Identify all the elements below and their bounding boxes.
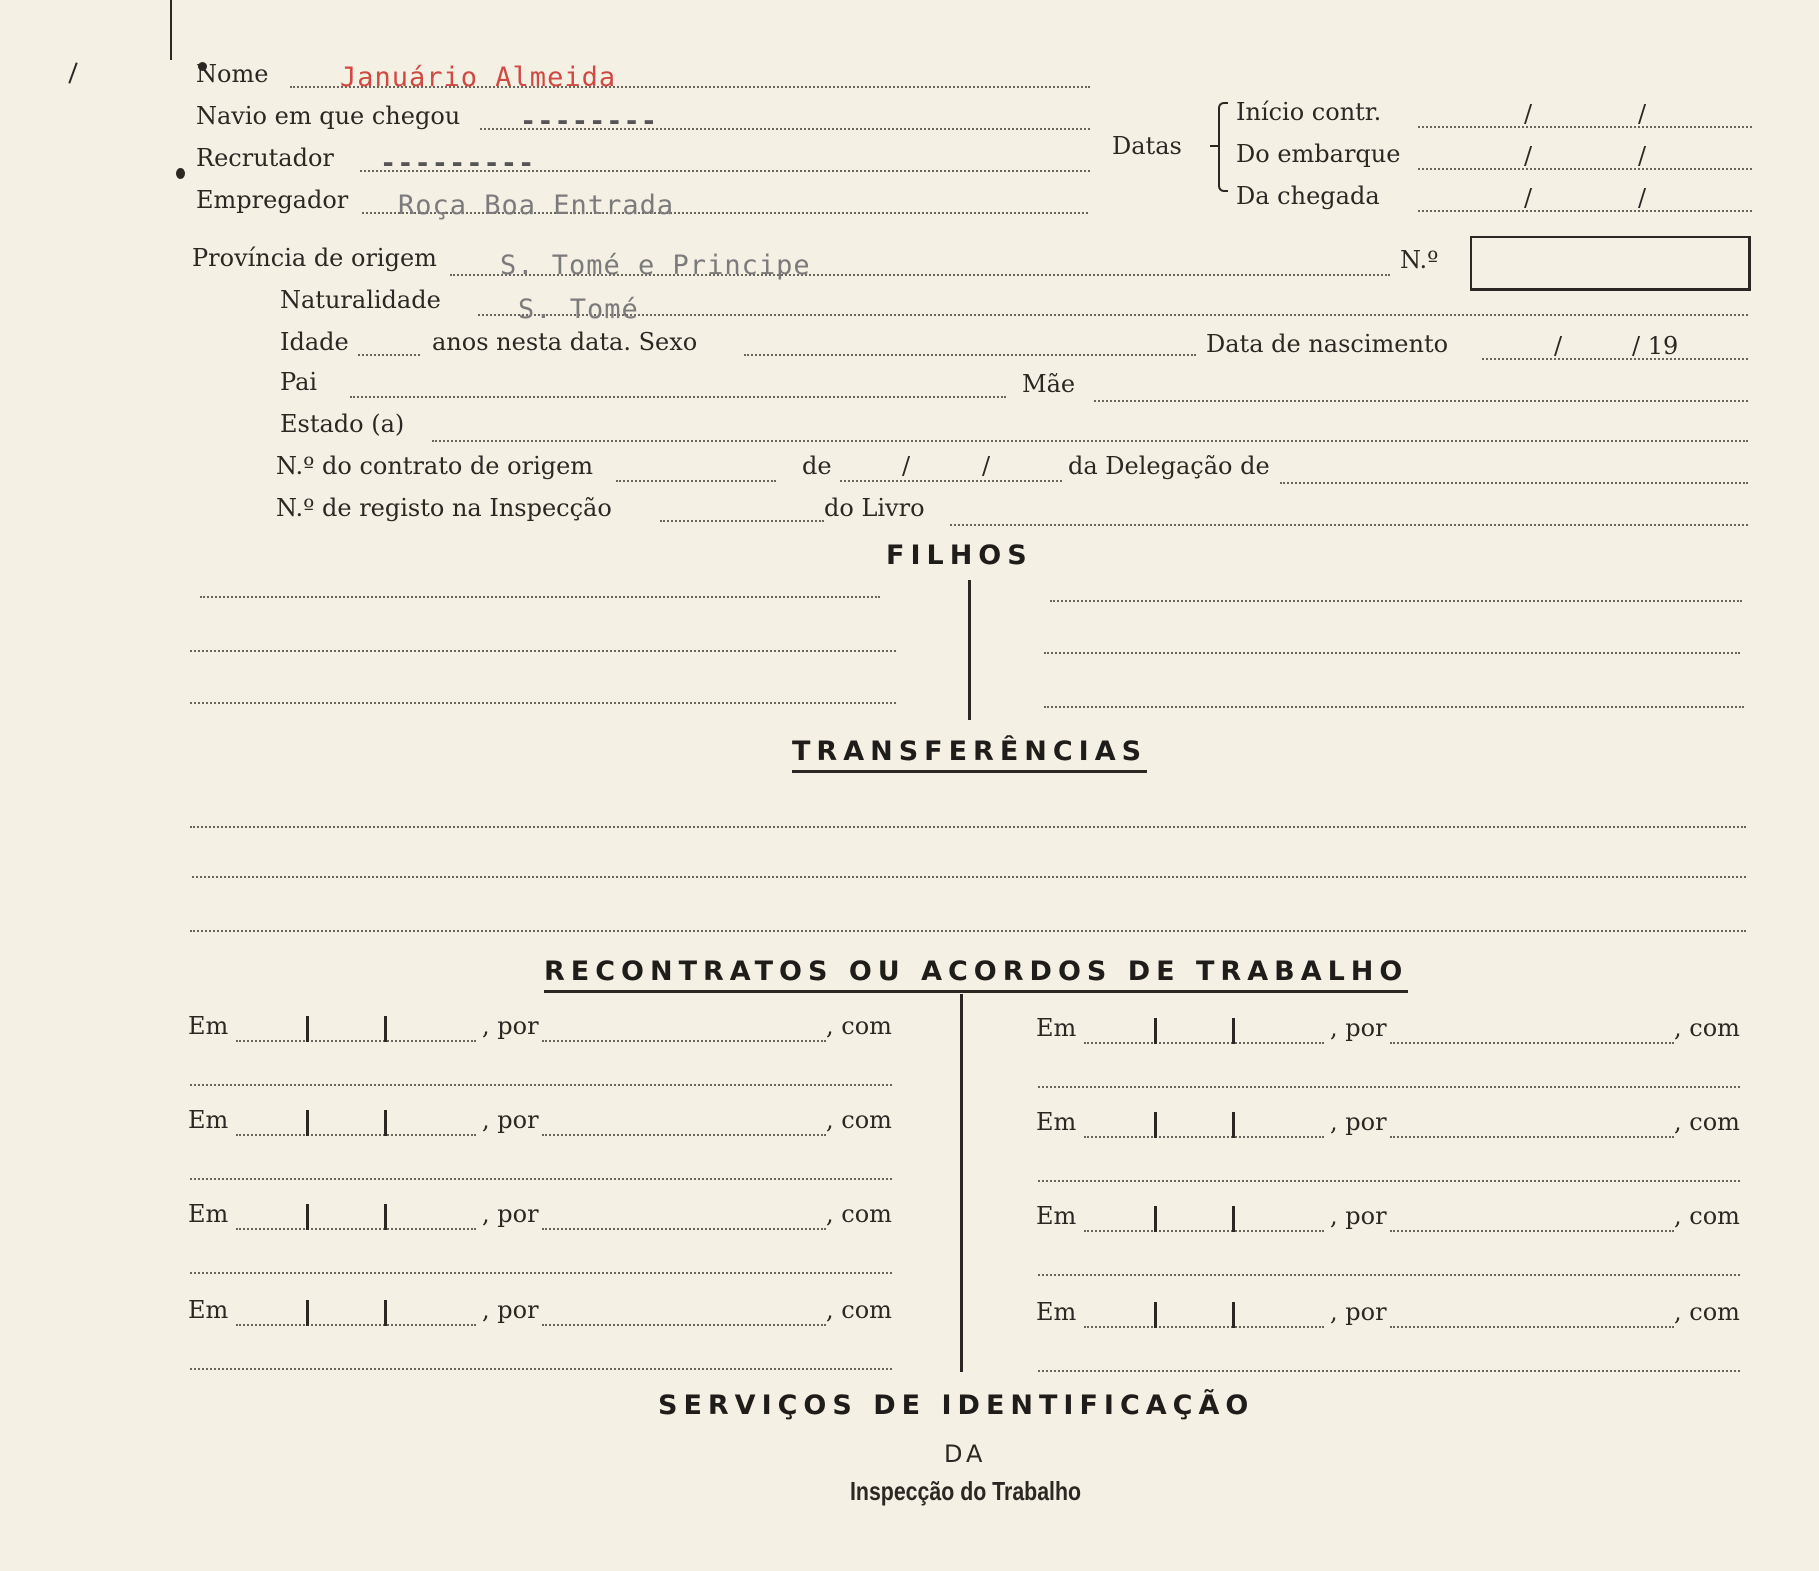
em-date-line [1084, 1230, 1324, 1232]
com-label: , com [1674, 1014, 1740, 1042]
nome-label: Nome [196, 60, 269, 88]
provincia-label: Província de origem [192, 244, 437, 272]
livro-label: do Livro [824, 494, 925, 522]
margin-mark [170, 0, 172, 60]
datas-chegada-line [1418, 210, 1752, 212]
livro-line [950, 524, 1748, 526]
pai-line [350, 396, 1006, 398]
por-label: , por [482, 1200, 539, 1228]
date-separator [306, 1016, 309, 1042]
datas-row-chegada: Da chegada [1236, 182, 1380, 210]
com-continuation-line [1038, 1180, 1740, 1182]
date-separator [384, 1204, 387, 1230]
por-line [542, 1040, 826, 1042]
com-continuation-line [190, 1084, 892, 1086]
filhos-heading: FILHOS [886, 540, 1033, 571]
por-label: , por [1330, 1108, 1387, 1136]
sexo-line [744, 354, 1196, 356]
naturalidade-line [478, 314, 1748, 316]
date-separator [306, 1300, 309, 1326]
com-continuation-line [190, 1178, 892, 1180]
date-separator [1154, 1018, 1157, 1044]
por-label: , por [1330, 1298, 1387, 1326]
datas-row-embarque: Do embarque [1236, 140, 1401, 168]
em-label: Em [1036, 1014, 1077, 1042]
date-separator [1154, 1112, 1157, 1138]
punch-dot [176, 168, 185, 179]
com-continuation-line [1038, 1086, 1740, 1088]
slash: / [902, 452, 911, 480]
contrato-date-line [840, 480, 1062, 482]
delegacao-label: da Delegação de [1068, 452, 1270, 480]
slash: / [1524, 184, 1533, 212]
filhos-line [1044, 706, 1744, 708]
recontratos-divider [960, 994, 963, 1372]
filhos-line [200, 596, 880, 598]
com-label: , com [826, 1012, 892, 1040]
com-label: , com [826, 1296, 892, 1324]
em-date-line [236, 1324, 476, 1326]
footer-title: SERVIÇOS DE IDENTIFICAÇÃO [658, 1390, 1255, 1421]
por-label: , por [482, 1106, 539, 1134]
datas-brace-tick [1210, 145, 1220, 147]
em-label: Em [188, 1106, 229, 1134]
de-label: de [802, 452, 832, 480]
em-date-line [236, 1134, 476, 1136]
date-separator [306, 1204, 309, 1230]
empregador-label: Empregador [196, 186, 349, 214]
date-separator [1232, 1206, 1235, 1232]
por-line [1390, 1230, 1674, 1232]
slash: / [1638, 100, 1647, 128]
date-separator [384, 1110, 387, 1136]
date-separator [306, 1110, 309, 1136]
registo-label: N.º de registo na Inspecção [276, 494, 612, 522]
com-label: , com [1674, 1202, 1740, 1230]
footer-inspeccao: Inspecção do Trabalho [850, 1476, 1082, 1506]
naturalidade-value: S. Tomé [518, 294, 639, 325]
datas-row-inicio: Início contr. [1236, 98, 1382, 126]
por-label: , por [482, 1296, 539, 1324]
provincia-value: S. Tomé e Principe [500, 250, 811, 281]
registo-line [660, 520, 824, 522]
por-line [1390, 1042, 1674, 1044]
contrato-line [616, 480, 776, 482]
anos-sexo-label: anos nesta data. Sexo [432, 328, 698, 356]
transferencias-heading: TRANSFERÊNCIAS [792, 738, 1147, 773]
por-line [542, 1134, 826, 1136]
slash: / [982, 452, 991, 480]
date-separator [1154, 1302, 1157, 1328]
em-date-line [1084, 1042, 1324, 1044]
em-label: Em [188, 1296, 229, 1324]
numero-box [1470, 236, 1751, 291]
idade-line [358, 354, 420, 356]
por-label: , por [482, 1012, 539, 1040]
por-label: , por [1330, 1014, 1387, 1042]
com-continuation-line [1038, 1370, 1740, 1372]
em-date-line [1084, 1326, 1324, 1328]
slash: / [1638, 184, 1647, 212]
em-label: Em [188, 1200, 229, 1228]
em-label: Em [1036, 1108, 1077, 1136]
recrutador-label: Recrutador [196, 144, 334, 172]
slash: / [1638, 142, 1647, 170]
com-continuation-line [190, 1368, 892, 1370]
estado-label: Estado (a) [280, 410, 405, 438]
transferencia-line [190, 930, 1746, 932]
date-separator [1232, 1302, 1235, 1328]
margin-mark [68, 62, 77, 83]
estado-line [432, 440, 1748, 442]
date-separator [384, 1300, 387, 1326]
por-line [1390, 1136, 1674, 1138]
com-label: , com [1674, 1298, 1740, 1326]
nascimento-line [1482, 358, 1748, 360]
em-label: Em [188, 1012, 229, 1040]
empregador-value: Roça Boa Entrada [398, 190, 675, 221]
transferencia-line [190, 826, 1746, 828]
pai-label: Pai [280, 368, 318, 396]
filhos-line [1050, 600, 1742, 602]
datas-label: Datas [1112, 132, 1182, 160]
date-separator [1232, 1018, 1235, 1044]
filhos-divider [968, 580, 971, 720]
em-date-line [236, 1228, 476, 1230]
em-date-line [236, 1040, 476, 1042]
numero-label: N.º [1400, 246, 1439, 274]
por-line [1390, 1326, 1674, 1328]
datas-brace [1218, 102, 1228, 192]
recrutador-value: --------- [380, 148, 536, 179]
por-line [542, 1228, 826, 1230]
por-label: , por [1330, 1202, 1387, 1230]
contrato-label: N.º do contrato de origem [276, 452, 594, 480]
datas-inicio-line [1418, 126, 1752, 128]
mae-label: Mãe [1022, 370, 1076, 398]
navio-value: -------- [520, 106, 659, 137]
slash: / [1554, 332, 1563, 360]
footer-da: DA [944, 1440, 987, 1468]
nome-value: Januário Almeida [340, 62, 617, 93]
navio-label: Navio em que chegou [196, 102, 461, 130]
em-label: Em [1036, 1202, 1077, 1230]
date-separator [1232, 1112, 1235, 1138]
filhos-line [190, 650, 896, 652]
em-label: Em [1036, 1298, 1077, 1326]
date-separator [1154, 1206, 1157, 1232]
transferencia-line [192, 876, 1746, 878]
com-label: , com [826, 1106, 892, 1134]
recontratos-heading: RECONTRATOS OU ACORDOS DE TRABALHO [544, 958, 1408, 993]
slash: / [1524, 100, 1533, 128]
slash: / [1524, 142, 1533, 170]
delegacao-line [1280, 482, 1748, 484]
nascimento-year: / 19 [1632, 332, 1679, 360]
nascimento-label: Data de nascimento [1206, 330, 1449, 358]
por-line [542, 1324, 826, 1326]
com-label: , com [826, 1200, 892, 1228]
date-separator [384, 1016, 387, 1042]
naturalidade-label: Naturalidade [280, 286, 441, 314]
com-continuation-line [1038, 1274, 1740, 1276]
com-continuation-line [190, 1272, 892, 1274]
em-date-line [1084, 1136, 1324, 1138]
idade-label: Idade [280, 328, 349, 356]
mae-line [1094, 400, 1748, 402]
datas-embarque-line [1418, 168, 1752, 170]
filhos-line [190, 702, 896, 704]
com-label: , com [1674, 1108, 1740, 1136]
filhos-line [1044, 652, 1740, 654]
